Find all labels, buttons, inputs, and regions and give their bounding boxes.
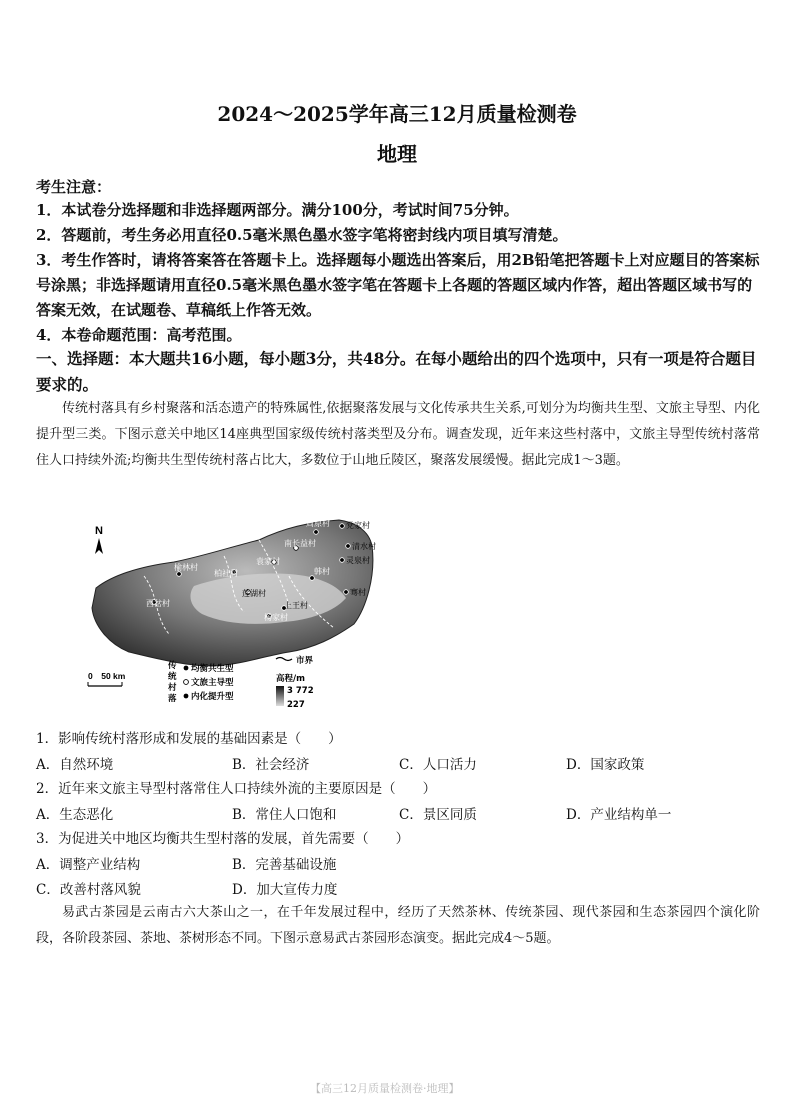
legend-item: 内化提升型 [191,692,234,702]
village-marker [314,530,319,535]
section-heading: 一、选择题：本大题共16小题，每小题3分，共48分。在每小题给出的四个选项中，只有一项是符合题目要求的。 [36,349,757,394]
village-label: 韩村 [314,567,330,576]
legend-marker-tourism [184,680,189,685]
boundary-legend-icon [276,658,292,661]
scale-label: 0 50 km [88,671,126,681]
village-marker [340,524,345,529]
village-marker [344,590,349,595]
elevation-swatch [276,686,284,706]
q2-option-d: D．产业结构单一 [566,807,672,823]
exam-title: 2024～2025学年高三12月质量检测卷 [217,102,577,126]
village-label: 袁家村 [256,557,280,566]
village-marker [340,558,345,563]
village-distribution-map [84,516,382,710]
notice-2: 2．答题前，考生务必用直径0.5毫米黑色墨水签字笔将密封线内项目填写清楚。 [36,226,568,244]
q1-option-d: D．国家政策 [566,757,645,773]
village-label: 党家村 [346,521,370,530]
village-label: 西岔村 [146,599,170,608]
q1-option-a: A．自然环境 [36,757,114,773]
svg-text:落: 落 [168,694,177,704]
q1-option-c: C．人口活力 [399,757,477,773]
q1-option-b: B．社会经济 [232,757,310,773]
village-label: 莲湖村 [242,589,266,598]
svg-text:村: 村 [168,683,177,693]
passage-1: 传统村落具有乡村聚落和活态遗产的特殊属性,依据聚落发展与文化传承共生关系,可划分为均衡共生型、文旅主导型、内化提升型三类。下图示意关中地区14座典型国家级传统村落类型及分布。调查发现，近年来这些村落中，文旅主导型传统村落常住人口持续外流;均衡共生型传统村落占比大，多数位于山地丘陵区，聚落发展缓慢。据此完成1～3题。 [36,401,760,468]
legend-item: 均衡共生型 [191,664,234,674]
notice-3: 3．考生作答时，请将答案答在答题卡上。选择题每小题选出答案后，用2B铅笔把答题卡上对应题目的答案标号涂黑；非选择题请用直径0.5毫米黑色墨水签字笔在答题卡上各题的答题区域内作答，超出答题区域书写的答案无效，在试题卷、草稿纸上作答无效。 [36,251,760,319]
village-label: 杨家村 [264,613,288,622]
q2-option-c: C．景区同质 [399,807,477,823]
north-arrow-icon [95,538,103,554]
q3-option-a: A．调整产业结构 [36,857,141,873]
q3-option-b: B．完善基础设施 [232,857,337,873]
q3-option-c: C．改善村落风貌 [36,882,141,898]
village-label: 榆林村 [174,563,198,572]
boundary-label: 市界 [296,656,314,666]
north-label: N [95,525,103,537]
village-label: 灵泉村 [346,556,370,565]
passage-2: 易武古茶园是云南古六大茶山之一，在千年发展过程中，经历了天然茶林、传统茶园、现代茶园和生态茶园四个演化阶段，各阶段茶园、茶地、茶树形态不同。下图示意易武古茶园形态演变。据此完成4～5题。 [36,905,760,946]
elevation-high: 3 772 [287,686,314,696]
q2-option-a: A．生态恶化 [36,807,114,823]
village-label: 清水村 [352,542,376,551]
svg-text:统: 统 [168,672,177,682]
village-label: 周原村 [306,519,330,528]
q3-option-d: D．加大宣传力度 [232,882,338,898]
village-marker [310,576,315,581]
question-2-stem: 2．近年来文旅主导型村落常住人口持续外流的主要原因是（ ） [36,781,437,797]
legend-title-char: 传 [168,661,177,671]
subject-title: 地理 [377,142,417,166]
page-footer: 【高三12月质量检测卷·地理】 [310,1082,460,1095]
elevation-low: 227 [287,700,305,710]
village-label: 南长益村 [284,539,316,548]
question-3-stem: 3．为促进关中地区均衡共生型村落的发展，首先需要（ ） [36,831,410,847]
legend-marker-balanced [184,666,189,671]
legend-item: 文旅主导型 [191,678,234,688]
q2-option-b: B．常住人口饱和 [232,807,337,823]
notice-1: 1．本试卷分选择题和非选择题两部分。满分100分，考试时间75分钟。 [36,201,519,219]
notice-heading: 考生注意： [36,178,112,196]
village-marker [346,544,351,549]
village-label: 骞村 [350,588,366,597]
village-label: 柏社村 [214,569,238,578]
question-1-stem: 1．影响传统村落形成和发展的基础因素是（ ） [36,731,342,747]
village-label: 上王村 [284,601,308,610]
village-marker [177,572,182,577]
legend-marker-internal [184,694,189,699]
notice-4: 4．本卷命题范围：高考范围。 [36,326,242,344]
elevation-label: 高程/m [276,674,305,684]
